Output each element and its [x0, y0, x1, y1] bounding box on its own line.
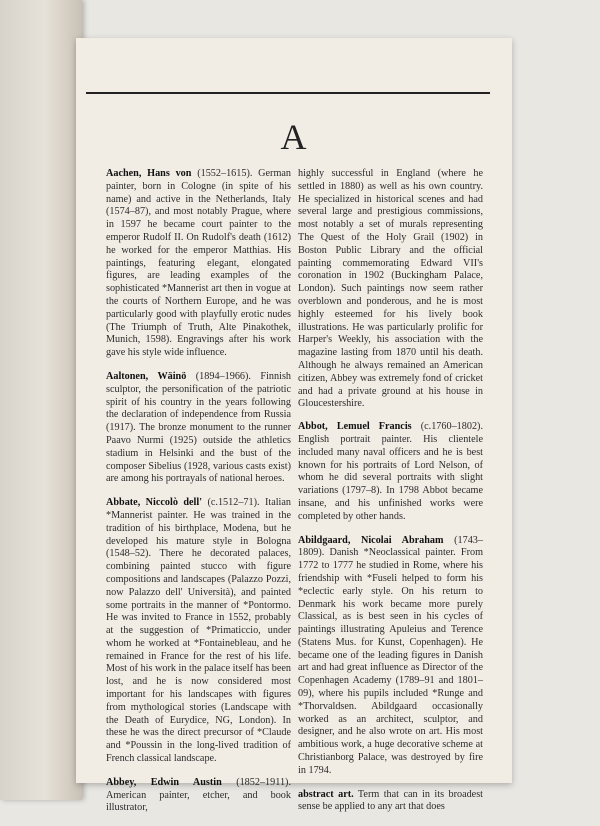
entry-text: (1852–1911). American painter, etcher, and book illustrator,: [106, 776, 291, 814]
section-letter: A: [280, 117, 308, 157]
header-rule: [86, 92, 490, 94]
entry-text: (1894–1966). Finnish sculptor, the personification of the patriotic spirit of his country in the years following the declaration of independence from Russia (1917). The bronze monument to the runner Paavo Nurmi (1925) outside the athletics stadium in Helsinki and the bust of the composer Sibelius (1928, various casts exist) are among his portrayals of national heroes.: [106, 370, 292, 485]
entry-head: Abildgaard, Nicolai Abraham: [298, 534, 444, 546]
entry: [298, 421, 483, 523]
facing-page-edge: [0, 0, 82, 800]
entry-text: (c.1760–1802). English portrait painter. His clientele included many naval officers and he is best known for his portraits of Lord Nelson, of whom he did several portraits with slight variations (1797–8). In 1798 Abbot became insane, and his unfinished works were completed by other hands.: [298, 421, 483, 522]
entry-continuation: highly successful in England (where he settled in 1880) as well as his own country. He specialized in historical scenes and had several large and prestigious commissions, most notably a set of murals representing The Quest of the Holy Grail (1902) in Boston Public Library and the official painting commemorating Edward VII's coronation in 1902 (Buckingham Palace, London). Such paintings now seem rather overblown and ponderous, and he is most highly esteemed for his lively book illustrations. He was particularly prolific for Harper's Weekly, his association with the magazine lasting from 1870 until his death. Although he always remained an American citizen, Abbey was extremely fond of cricket and had a private ground at his house in Gloucestershire.: [298, 168, 483, 410]
entry-head: Aaltonen, Wäinö: [106, 370, 187, 382]
entry-head: Abbate, Niccolò dell': [106, 497, 203, 509]
right-column: [298, 168, 483, 825]
entry-head: Abbot, Lemuel Francis: [298, 421, 412, 433]
left-column: [106, 168, 291, 826]
book-page: [76, 38, 512, 814]
entry-text: (1743–1809). Danish *Neoclassical painter. From 1772 to 1777 he studied in Rome, where his friendship with *Fuseli helped to form his *eclectic early style. On his return to Denmark his work became more purely Classical, as is best seen in his cycles of paintings illustrating Apuleius and Terence (Statens Mus. for Kunst, Copenhagen). He became one of the leading figures in Danish art and had great influence as Director of the Copenhagen Academy (1789–91 and 1801–09), where his pupils included *Runge and *Thorvaldsen. Abildgaard occasionally worked as an architect, sculptor, and designer, and he also wrote on art. His most ambitious work, a huge decorative scheme at Christianborg Palace, was destroyed by fire in 1794.: [298, 534, 483, 776]
entry: [298, 535, 483, 778]
entry-head: abstract art.: [298, 788, 354, 800]
entry: [106, 168, 291, 360]
entry-text: Term that can in its broadest sense be applied to any art that does: [298, 788, 484, 813]
entry-head: Aachen, Hans von: [106, 168, 192, 179]
entry: [298, 789, 483, 815]
entry-text: (1552–1615). German painter, born in Cologne (in spite of his name) and active in the Netherlands, Italy (1574–87), and most notably Prague, where in 1597 he became court painter to the emperor Rudolf II. On Rudolf's death (1612) he worked for the emperor Matthias. His paintings, featuring elegant, elongated figures, are leading examples of the sophisticated *Mannerist art then in vogue at the courts of Northern Europe, and he was particularly good with playfully erotic nudes (The Triumph of Truth, Alte Pinakothek, Munich, 1598). Engravings after his work gave his style wide influence.: [106, 168, 291, 359]
entry-text: (c.1512–71). Italian *Mannerist painter. He was trained in the tradition of his birthplace, Modena, but he developed his mature style in Bologna (1548–52). There he decorated palaces, combining painted stucco with figure compositions and landscapes (Palazzo Pozzi, now Palazzo dell' Università), and painted some portraits in the manner of *Pontormo. He was invited to France in 1552, probably at the suggestion of *Primaticcio, under whom he worked at *Fontainebleau, and he remained in France for the rest of his life. Most of his work in the palace itself has been lost, and he is now considered most important for his landscapes with figures from mythological stories (Landscape with the Death of Eurydice, NG, London). In these he was the direct precursor of *Claude and *Poussin in the long-lived tradition of French classical landscape.: [106, 497, 291, 765]
entry: [106, 371, 291, 486]
entry-head: Abbey, Edwin Austin: [106, 776, 222, 788]
entry: [106, 777, 291, 815]
entry: [106, 497, 291, 766]
